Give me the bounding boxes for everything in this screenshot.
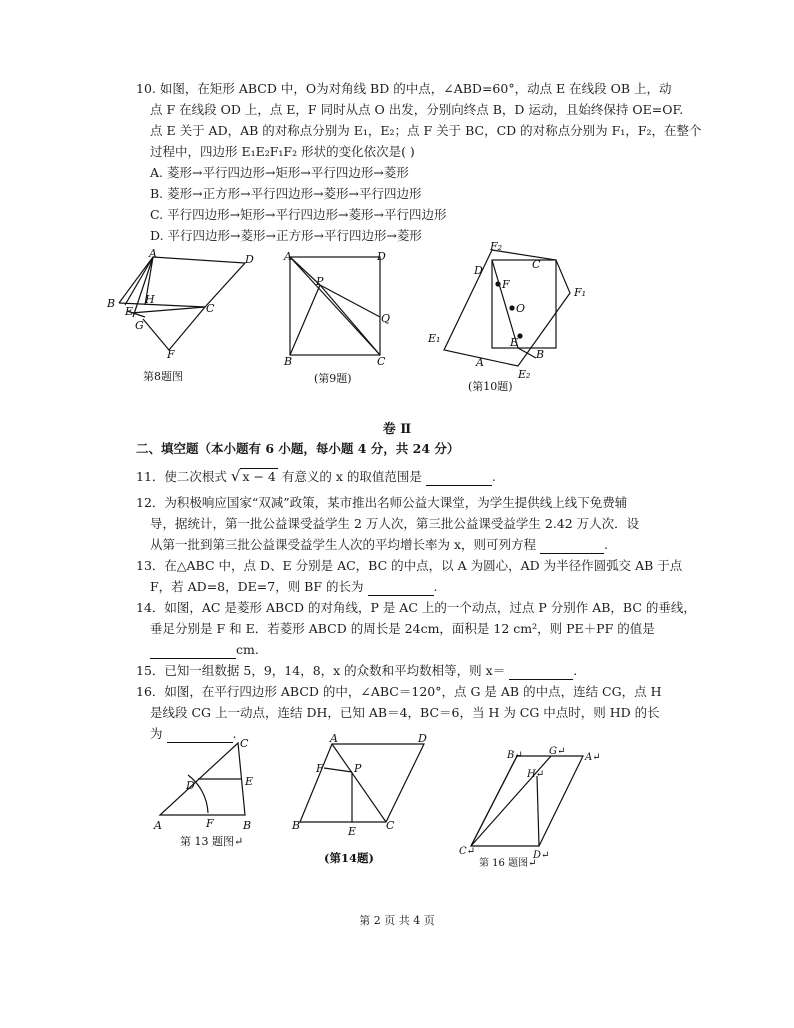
figure-13: [150, 735, 270, 853]
q12-line-1: 12．为积极响应国家“双减”政策，某市推出名师公益大课堂，为学生提供线上线下免费辅: [136, 495, 628, 510]
q10-line-3: 点 E 关于 AD，AB 的对称点分别为 E₁，E₂；点 F 关于 BC，CD 的对称点分别为 F₁，F₂，在整个: [150, 123, 702, 138]
q13-end: .: [433, 579, 438, 594]
fig9-label-b: B: [284, 355, 293, 368]
q12-line-3-text: 从第一批到第三批公益课受益学生人次的平均增长率为 x，则可列方程: [150, 537, 537, 552]
fig10-label-f: F: [502, 278, 510, 291]
fig10-label-e: E: [510, 336, 519, 349]
fig8-label-a: A: [149, 247, 157, 260]
fig16-label-h: H↵: [527, 769, 545, 780]
q16-line-2: 是线段 CG 上一动点，连结 DH，已知 AB＝4，BC＝6，当 H 为 CG 中点时，则 HD 的长: [150, 705, 660, 720]
fig16-label-c: C↵: [459, 846, 476, 857]
fig14-label-b: B: [292, 819, 301, 832]
fig8-label-b: B: [107, 297, 116, 310]
q11: 11．使二次根式 √ x − 4 有意义的 x 的取值范围是 .: [136, 467, 496, 485]
figure-9: [282, 245, 397, 390]
q10-line-1: 10. 如图，在矩形 ABCD 中，O为对角线 BD 的中点，∠ABD=60°，动点 E 在线段 OB 上，动: [136, 81, 672, 96]
q16-line-3-text: 为: [150, 726, 163, 741]
q11-answer-blank[interactable]: [426, 472, 492, 486]
fig13-label-a: A: [154, 819, 162, 832]
fig10-label-b: B: [536, 348, 545, 361]
q13-answer-blank[interactable]: [368, 582, 434, 596]
q14-answer-blank[interactable]: [150, 645, 236, 659]
fig16-caption: 第 16 题图↵: [479, 858, 537, 869]
q13-line-2: [150, 578, 437, 596]
q12-line-2: 导，据统计，第一批公益课受益学生 2 万人次，第三批公益课受益学生 2.42 万人次．设: [150, 516, 640, 531]
q15-answer-blank[interactable]: [509, 666, 573, 680]
q14-line-3: [150, 641, 259, 659]
fig13-label-e: E: [245, 775, 254, 788]
q14-line-1: 14．如图，AC 是菱形 ABCD 的对角线，P 是 AC 上的一个动点，过点 P 分别作 AB，BC 的垂线，: [136, 600, 696, 615]
figure-16: [455, 742, 615, 872]
fig16-label-d: D↵: [533, 850, 550, 861]
fig9-label-c: C: [377, 355, 386, 368]
fig8-caption: 第8题图: [143, 370, 183, 383]
fig14-caption: (第14题): [324, 851, 374, 865]
fig14-label-f: F: [316, 762, 324, 775]
q11-pre: 11．使二次根式: [136, 469, 227, 484]
q12-line-3: [150, 536, 608, 554]
fig8-label-e: E: [125, 305, 134, 318]
fig10-label-c: C: [532, 258, 541, 271]
q12-end: .: [604, 537, 608, 552]
fig8-label-d: D: [245, 253, 254, 266]
fig9-caption: (第9题): [314, 372, 352, 385]
q16-line-1: 16．如图，在平行四边形 ABCD 的中，∠ABC＝120°，点 G 是 AB 的中点，连结 CG，点 H: [136, 684, 662, 699]
fig8-label-g: G: [135, 319, 144, 332]
fig14-label-d: D: [418, 732, 427, 745]
fig8-label-h: H: [145, 293, 155, 306]
q11-radicand: x − 4: [242, 469, 276, 484]
fig9-label-p: P: [316, 275, 324, 288]
q13-line-1: 13．在△ABC 中，点 D、E 分别是 AC，BC 的中点，以 A 为圆心，AD 为半径作圆弧交 AB 于点: [136, 558, 683, 573]
fig16-label-a: A↵: [585, 752, 601, 763]
fig10-caption: (第10题): [468, 380, 513, 393]
fig13-label-b: B: [243, 819, 252, 832]
fig8-label-f: F: [167, 348, 175, 361]
page-footer: 第 2 页 共 4 页: [359, 914, 435, 927]
fig10-label-a: A: [476, 356, 484, 369]
fig13-label-f: F: [206, 817, 214, 830]
fig16-label-b: B↵: [507, 750, 523, 761]
q15-text: 15．已知一组数据 5，9，14，8，x 的众数和平均数相等，则 x＝: [136, 663, 506, 678]
q10-option-d: D. 平行四边形→菱形→正方形→平行四边形→菱形: [150, 228, 422, 243]
q15: [136, 662, 577, 680]
fig14-label-p: P: [354, 762, 362, 775]
figure-10: [420, 238, 595, 398]
fig14-label-a: A: [330, 732, 338, 745]
fig16-label-g: G↵: [549, 746, 566, 757]
fig10-label-e2: E₂: [518, 368, 531, 381]
q10-line-2: 点 F 在线段 OD 上，点 E，F 同时从点 O 出发，分别向终点 B，D 运动，且始终保持 OE=OF.: [150, 102, 684, 117]
fig10-label-f1: F₁: [574, 286, 587, 299]
section-heading: 二、填空题（本小题有 6 小题，每小题 4 分，共 24 分）: [136, 441, 460, 456]
q14-unit: cm.: [236, 642, 259, 657]
fig10-label-f2: F₂: [490, 240, 503, 253]
q10-option-c: C. 平行四边形→矩形→平行四边形→菱形→平行四边形: [150, 207, 447, 222]
fig13-label-c: C: [240, 737, 249, 750]
fig13-label-d: D: [186, 779, 195, 792]
fig10-label-d: D: [474, 264, 483, 277]
fig8-label-c: C: [206, 302, 215, 315]
fig9-label-q: Q: [381, 312, 391, 325]
fig14-label-c: C: [386, 819, 395, 832]
part-title: 卷 Ⅱ: [382, 422, 412, 437]
q10-option-a: A. 菱形→平行四边形→矩形→平行四边形→菱形: [150, 165, 409, 180]
q16-end: .: [232, 726, 237, 741]
figure-14: [288, 732, 438, 872]
fig9-label-d: D: [377, 250, 386, 263]
q10-line-4: 过程中，四边形 E₁E₂F₁F₂ 形状的变化依次是( ): [150, 144, 415, 159]
q10-option-b: B. 菱形→正方形→平行四边形→菱形→平行四边形: [150, 186, 422, 201]
figure-8: [105, 245, 265, 390]
q11-end: .: [491, 469, 496, 484]
q14-line-2: 垂足分别是 F 和 E．若菱形 ABCD 的周长是 24cm，面积是 12 cm²，则 PE＋PF 的值是: [150, 621, 655, 636]
q13-line-2-text: F，若 AD=8，DE=7，则 BF 的长为: [150, 579, 364, 594]
q12-answer-blank[interactable]: [540, 540, 604, 554]
fig10-label-o: O: [516, 302, 526, 315]
q11-post: 有意义的 x 的取值范围是: [281, 469, 422, 484]
fig10-label-e1: E₁: [428, 332, 441, 345]
fig13-caption: 第 13 题图↵: [180, 835, 244, 848]
fig14-label-e: E: [348, 825, 357, 838]
q15-end: .: [573, 663, 578, 678]
fig9-label-a: A: [284, 250, 292, 263]
